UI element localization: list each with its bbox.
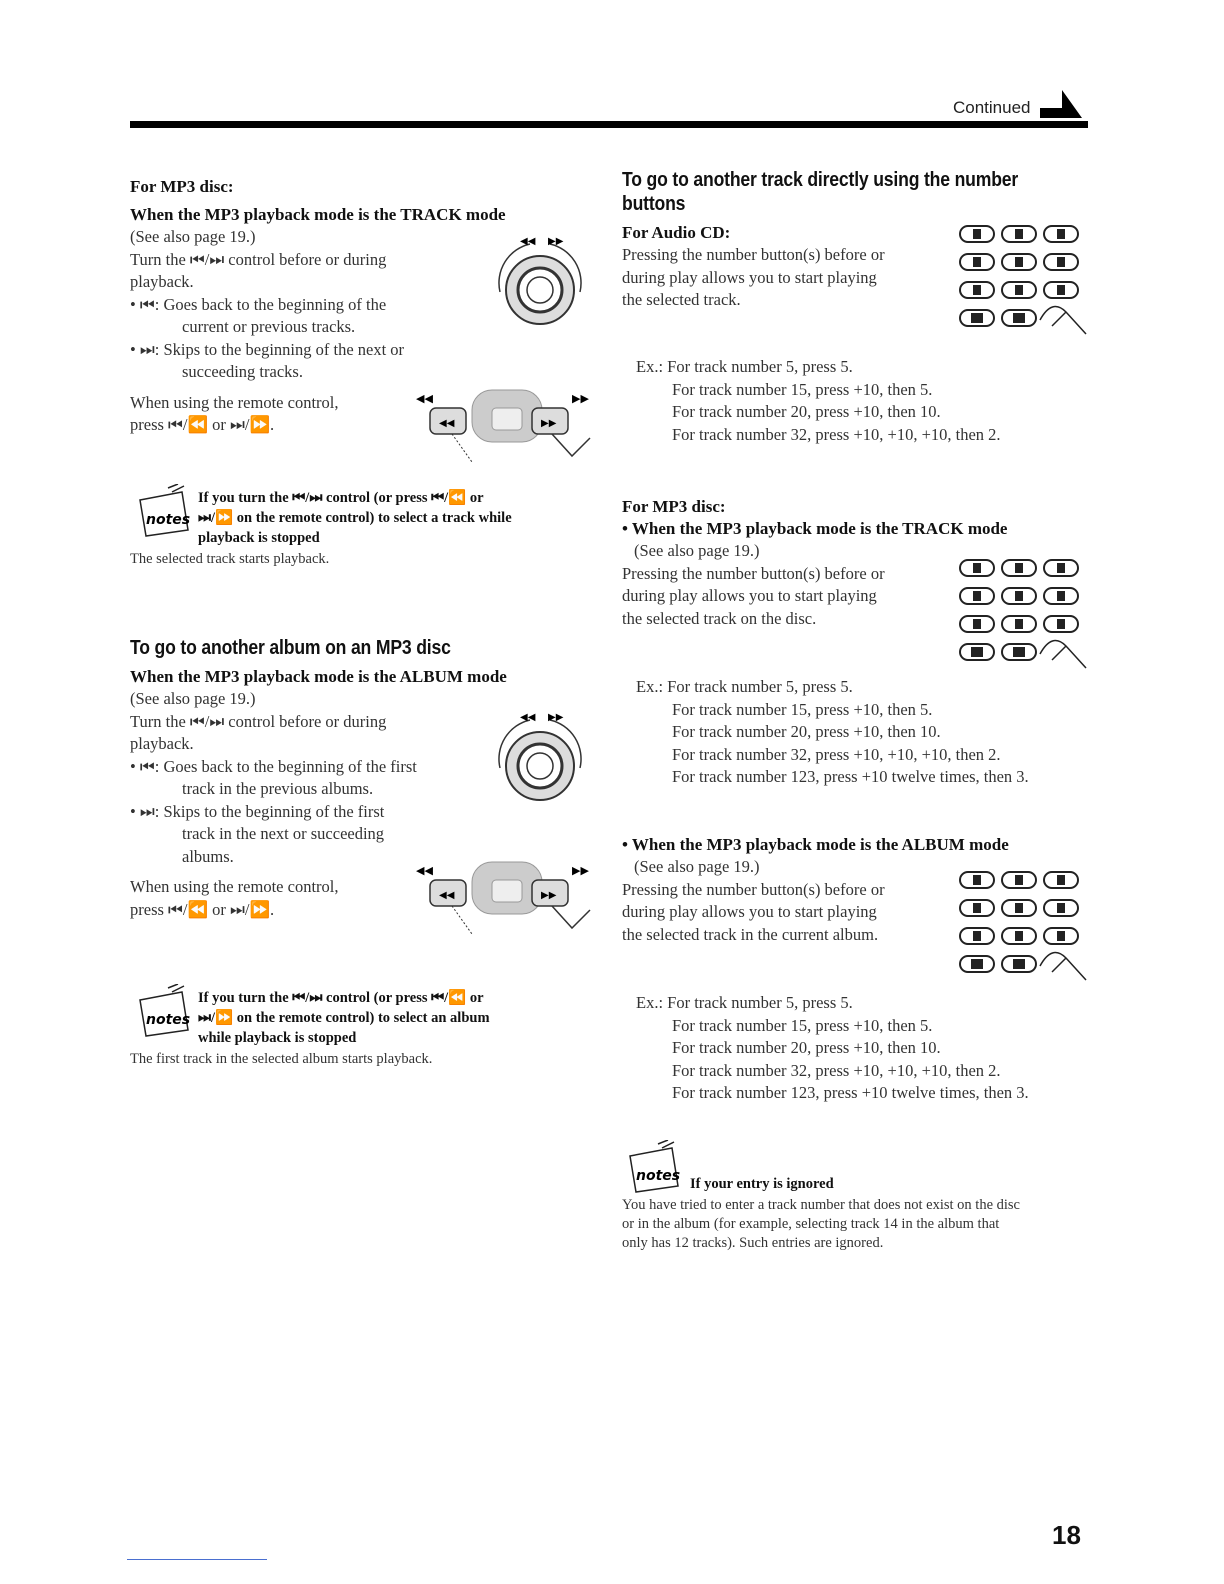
- svg-text:◀◀: ◀◀: [520, 236, 536, 247]
- example-line: For track number 15, press +10, then 5.: [672, 699, 933, 719]
- remote-line: press ⏮/⏪ or ⏭/⏩.: [130, 415, 275, 434]
- instruction-line: playback.: [130, 734, 194, 753]
- section-title: For MP3 disc:: [130, 177, 234, 196]
- audio-examples: [636, 356, 1086, 446]
- svg-text:▶▶: ▶▶: [572, 392, 589, 405]
- example-line: For track number 15, press +10, then 5.: [672, 379, 933, 399]
- example-line: Ex.: For track number 5, press 5.: [636, 993, 853, 1012]
- bullet-next-cont: track in the next or succeeding: [182, 824, 385, 843]
- number-keypad-icon: [956, 868, 1096, 998]
- audio-line: the selected track.: [622, 290, 741, 309]
- example-line: For track number 32, press +10, +10, +10, then 2.: [672, 1060, 1001, 1080]
- footer-link-line: [127, 1559, 267, 1560]
- example-line: For track number 123, press +10 twelve times, then 3.: [672, 767, 1029, 786]
- remote-skip-buttons-icon: [412, 384, 602, 464]
- see-also: (See also page 19.): [634, 857, 760, 876]
- instruction-line: playback.: [130, 272, 194, 291]
- example-line: For track number 15, press +10, then 5.: [672, 1015, 933, 1035]
- skip-dial-icon: [490, 708, 590, 808]
- svg-text:▶▶: ▶▶: [572, 864, 589, 877]
- note-title: If your entry is ignored: [690, 1176, 834, 1192]
- svg-text:▶▶: ▶▶: [548, 712, 564, 723]
- instruction-line: Turn the ⏮/⏭ control before or during: [130, 711, 387, 731]
- remote-line: When using the remote control,: [130, 877, 339, 896]
- svg-text:◀◀: ◀◀: [439, 890, 455, 901]
- bullet-next: • ⏭: Skips to the beginning of the next or: [130, 339, 405, 359]
- section-heading: To go to another album on an MP3 disc: [130, 637, 451, 659]
- continued-arrow-icon: [1036, 88, 1084, 118]
- continued-indicator: [940, 96, 1090, 122]
- note-line: playback is stopped: [198, 530, 320, 546]
- notes-icon-label: notes: [636, 1168, 681, 1184]
- example-line: For track number 32, press +10, +10, +10, then 2.: [672, 744, 1001, 764]
- note1-body: The selected track starts playback.: [130, 551, 330, 567]
- example-line: Ex.: For track number 5, press 5.: [636, 677, 853, 696]
- note1-heading: [198, 488, 598, 548]
- note-line: You have tried to enter a track number that does not exist on the disc: [622, 1197, 1020, 1213]
- header-rule: [130, 121, 1088, 128]
- number-keypad-icon: [956, 222, 1096, 352]
- bullet-prev-cont: current or previous tracks.: [182, 317, 356, 336]
- remote-line: When using the remote control,: [130, 392, 339, 412]
- album-mode-title: • When the MP3 playback mode is the ALBUM mode: [622, 835, 1009, 854]
- album-line: the selected track in the current album.: [622, 924, 879, 944]
- note-line: If you turn the ⏮/⏭ control (or press ⏮/⏪ or: [198, 990, 484, 1006]
- svg-text:◀◀: ◀◀: [416, 392, 433, 405]
- note-line: If you turn the ⏮/⏭ control (or press ⏮/⏪ or: [198, 490, 484, 506]
- example-line: For track number 20, press +10, then 10.: [672, 402, 941, 421]
- note2-heading: [198, 988, 598, 1048]
- album-examples: [636, 992, 1086, 1105]
- svg-text:◀◀: ◀◀: [520, 712, 536, 723]
- notes-icon: [622, 1140, 684, 1198]
- instruction-line: Turn the ⏮/⏭ control before or during: [130, 249, 387, 269]
- section-subtitle: When the MP3 playback mode is the ALBUM mode: [130, 667, 507, 686]
- page-number: 18: [1052, 1520, 1081, 1550]
- note-line: only has 12 tracks). Such entries are ignored.: [622, 1235, 884, 1251]
- note-body: [622, 1196, 1092, 1253]
- svg-text:▶▶: ▶▶: [541, 890, 557, 901]
- bullet-prev: • ⏮: Goes back to the beginning of the: [130, 294, 387, 314]
- note-line: while playback is stopped: [198, 1030, 357, 1046]
- see-also: (See also page 19.): [130, 689, 256, 708]
- section-heading: buttons: [622, 193, 686, 215]
- bullet-next: • ⏭: Skips to the beginning of the first: [130, 801, 385, 821]
- example-line: For track number 20, press +10, then 10.: [672, 1038, 941, 1057]
- svg-text:▶▶: ▶▶: [541, 418, 557, 429]
- svg-text:◀◀: ◀◀: [416, 864, 433, 877]
- audio-cd-title: For Audio CD:: [622, 223, 731, 242]
- svg-text:◀◀: ◀◀: [439, 418, 455, 429]
- svg-text:▶▶: ▶▶: [548, 236, 564, 247]
- remote-skip-buttons-icon: [412, 856, 602, 936]
- note-line: ⏭/⏩ on the remote control) to select a track while: [198, 510, 512, 526]
- mp3-title: For MP3 disc:: [622, 497, 726, 516]
- section-heading: To go to another track directly using the number: [622, 169, 1019, 191]
- see-also: (See also page 19.): [130, 227, 256, 246]
- audio-line: Pressing the number button(s) before or: [622, 245, 885, 264]
- mp3-examples: [636, 676, 1086, 789]
- notes-icon-label: notes: [146, 512, 191, 528]
- album-line: Pressing the number button(s) before or: [622, 879, 885, 899]
- remote-line: press ⏮/⏪ or ⏭/⏩.: [130, 899, 275, 919]
- note2-body: The first track in the selected album starts playback.: [130, 1051, 433, 1067]
- number-keypad-icon: [956, 556, 1096, 686]
- mp3-line: during play allows you to start playing: [622, 586, 877, 605]
- skip-dial-icon: [490, 232, 590, 332]
- mp3-line: Pressing the number button(s) before or: [622, 563, 885, 583]
- note-line: ⏭/⏩ on the remote control) to select an album: [198, 1010, 490, 1026]
- see-also: (See also page 19.): [634, 541, 760, 560]
- notes-icon: [132, 984, 194, 1042]
- bullet-prev: • ⏮: Goes back to the beginning of the first: [130, 756, 417, 776]
- example-line: For track number 123, press +10 twelve times, then 3.: [672, 1083, 1029, 1102]
- note-line: or in the album (for example, selecting track 14 in the album that: [622, 1216, 1000, 1232]
- bullet-next-cont: albums.: [182, 846, 234, 866]
- notes-icon-label: notes: [146, 1012, 191, 1028]
- continued-label: Continued: [953, 98, 1031, 117]
- notes-icon: [132, 484, 194, 542]
- example-line: For track number 20, press +10, then 10.: [672, 722, 941, 741]
- mp3-line: the selected track on the disc.: [622, 608, 817, 628]
- section-subtitle: When the MP3 playback mode is the TRACK mode: [130, 205, 506, 224]
- bullet-next-cont: succeeding tracks.: [182, 362, 303, 381]
- track-mode-title: • When the MP3 playback mode is the TRACK mode: [622, 519, 1008, 538]
- bullet-prev-cont: track in the previous albums.: [182, 779, 374, 798]
- audio-line: during play allows you to start playing: [622, 267, 877, 287]
- example-line: Ex.: For track number 5, press 5.: [636, 357, 853, 376]
- example-line: For track number 32, press +10, +10, +10, then 2.: [672, 424, 1001, 444]
- album-line: during play allows you to start playing: [622, 902, 877, 921]
